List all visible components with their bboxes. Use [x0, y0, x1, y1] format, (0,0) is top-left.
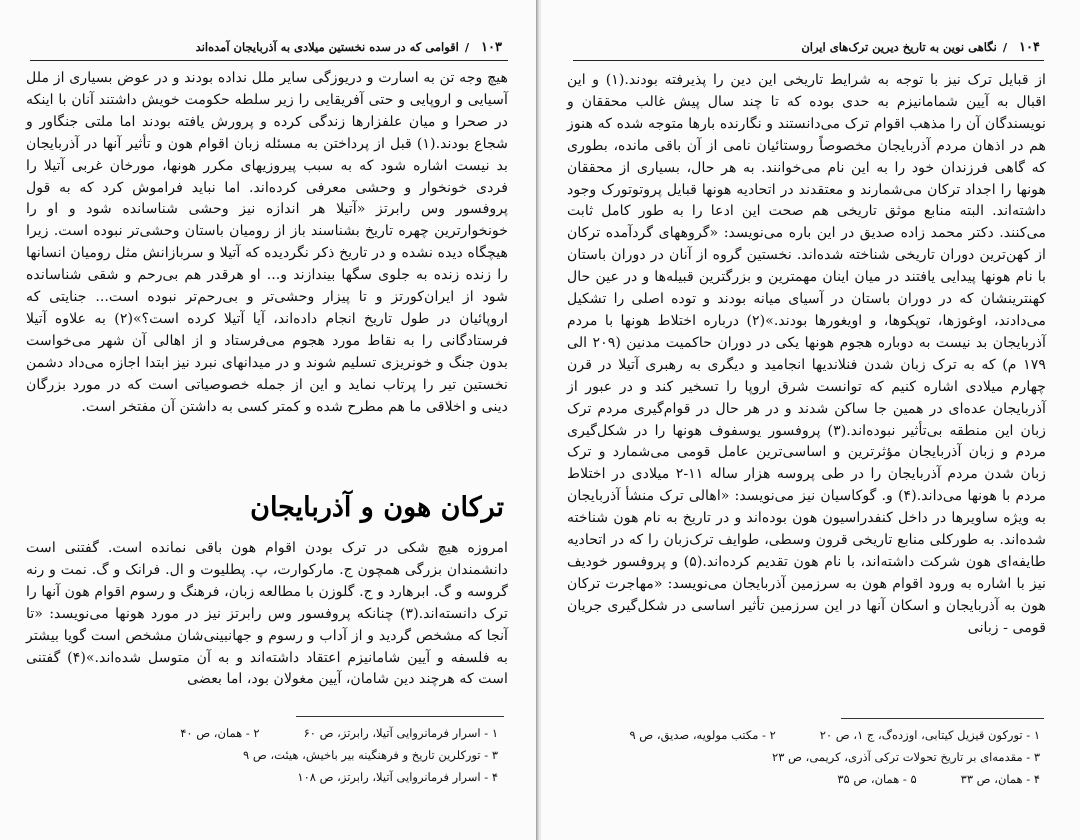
- right-body-text: [567, 70, 1046, 640]
- footnote: ۱ - تورکون قیزیل کیتابی، اوزده‌گ، ج ۱، ص ۲۰: [819, 728, 1040, 742]
- left-footnotes: [30, 722, 498, 788]
- footnote: ۲ - مکتب مولویه، صدیق، ص ۹: [629, 728, 776, 742]
- left-footnote-rule: [296, 716, 504, 717]
- footnote-row: [30, 766, 498, 788]
- left-paragraph-1: هیچ وجه تن به اسارت و دریوزگی سایر ملل نداده بودند و در عوض بسیاری از ملل آسیایی و اروپایی و حتی آفریقایی را زیر سلطه حکومت خویش داشتند آنان با اینکه در صحرا و میان علفزارها زندگی کرده و پرورش یافته بودند اما ملتی جنگاور و شجاع بودند.(۱) قبل از پرداختن به مسئله زبان اقوام هون و تأثیر آنها در آذربایجان بد نیست اشاره شود که به سبب پیروزیهای مکرر هونها، مورخان غربی آتیلا را فردی خونخوار و وحشی معرفی کرده‌اند. اما نباید فراموش کرد که به قول پروفسور وس رابرتز «آتیلا هر اندازه نیز وحشی شناسانده شود و او را خونخوارترین چهره تاریخ بشناسند باز از رومیان باستان وحشی‌تر نبوده است. زیرا هیچگاه دیده نشده و در تاریخ ذکر نگردیده که آتیلا و سربازانش مثل رومیان انسانها را زنده زنده به جلوی سگها بیندازند و... او هرقدر هم بی‌رحم و شقی شناسانده شود از ایران‌کورتز و تا پیزار وحشی‌تر و بی‌رحم‌تر نبوده است... جنایتی که اروپائیان در طول تاریخ انجام داده‌اند، آیا آتیلا کرده است؟»(۲) به علاوه آتیلا فرستادگانی را به نقاط مورد هجوم می‌فرستاد و از اهالی آن شهر می‌خواست بدون جنگ و خونریزی تسلیم شوند و در میدانهای نبرد نیز ابتدا اجازه می‌داد دشمن نخستین تیر را پرتاب نماید و این از جمله خصوصیاتی است که در مورد بزرگان دینی و اخلاقی ما هم مطرح شده و کمتر کسی به داشتن آن مفتخر است.: [26, 70, 508, 415]
- footnote-row: [571, 768, 1040, 790]
- left-running-header: [32, 36, 502, 58]
- footnote: ۳ - مقدمه‌ای بر تاریخ تحولات ترکی آذری، کریمی، ص ۲۳: [772, 750, 1040, 764]
- left-page: [0, 0, 538, 840]
- left-header-separator: /: [464, 40, 470, 54]
- left-paragraph-2: امروزه هیچ شکی در ترک بودن اقوام هون باقی نمانده است. گفتنی است دانشمندان بزرگی همچون ج. مارکوارت، پ. پطلیوت و ال. فرانک و گ. نمت و رنه گروسه و گ. ابرهارد و ج. گلوزن با مطالعه زبان، فرهنگ و رسوم اقوام هون آنها را ترک دانسته‌اند.(۳) چنانکه پروفسور وس رابرتز نیز در مورد هونها می‌نویسد: «تا آنجا که مشخص گردید و از آداب و رسوم و جهانبینی‌شان مشخص است گویا بیشتر به فلسفه و آیین شامانیزم اعتقاد داشته‌اند و به آن متوسل شده‌اند.»(۴) گفتنی است که هرچند دین شامان، آیین مغولان بود، اما بعضی: [26, 540, 508, 688]
- right-page: [541, 0, 1080, 840]
- section-heading: ترکان هون و آذربایجان: [250, 492, 504, 523]
- right-header-separator: /: [1002, 40, 1008, 54]
- footnote: ۳ - تورکلرین تاریخ و فرهنگینه بیر باخیش، هیئت، ص ۹: [243, 748, 498, 762]
- footnote: ۱ - اسرار فرمانروایی آتیلا، رابرتز، ص ۶۰: [303, 726, 498, 740]
- footnote: ۴ - اسرار فرمانروایی آتیلا، رابرتز، ص ۱۰۸: [297, 770, 498, 784]
- right-header-title: نگاهی نوین به تاریخ دیرین ترک‌های ایران: [801, 40, 997, 54]
- right-footnotes: [571, 724, 1040, 790]
- right-header-rule: [573, 60, 1044, 61]
- right-paragraph-1: از قبایل ترک نیز با توجه به شرایط تاریخی این دین را پذیرفته بودند.(۱) و این اقبال به آیین شمامانیزم به حدی بوده که تا چند سال پیش غالب محققان و نویسندگان آن را مذهب اقوام ترک می‌دانستند و نگارنده بارها متوجه شده که هنوز هم در اذهان مردم آذربایجان مخصوصاً روستائیان نامی از آن باقی مانده، بطوری که گاهی فرزندان خود را به این نام می‌خوانند. به هر حال، بسیاری از محققان هونها را اجداد ترکان می‌شمارند و معتقدند در اتحادیه هونها قبایل پروتوتورک وجود داشته‌اند. البته منابع موثق تاریخی هم صحت این ادعا را به طور کامل ثابت می‌کنند. دکتر محمد زاده صدیق در این باره می‌نویسد: «گروههای گردآمده ترکان از کهن‌ترین دوران تاریخی شناخته شده‌اند. نخستین گروه از آنان در دوران باستان با نام هونها پیدایی یافتند در میان اینان مهمترین و بزرگترین قبیله‌ها و در عین حال کهنترینشان که در دوران باستان در آسیای میانه بودند و توده اصلی را تشکیل می‌دادند، اوغوزها، توپکوها، و اویغورها بودند.»(۲) درباره اختلاط هونها با مردم آذربایجان بد نیست به دوباره هجوم هونها یکی در دوران حاکمیت مدنین (۲۰۹ الی ۱۷۹ م) که به ترک زبان شدن فنلاندیها انجامید و دیگری به رهبری آتیلا در قرن چهارم میلادی اشاره کنیم که توانست شرق اروپا را تسخیر کند و در عبور از آذربایجان عده‌ای در همین جا ساکن شدند و در هر حال در قوام‌گیری مردم ترک زبان این منطقه بی‌تأثیر نبوده‌اند.(۳) پروفسور یوسفوف هونها را در شکل‌گیری مردم و زبان آذربایجان مؤثرترین و اساسی‌ترین عامل قومی می‌شمارد و ترک زبان شدن مردم آذربایجان را در طی پروسه هزار ساله ۱۱-۲ میلادی در اختلاط مردم با هونها می‌داند.(۴) و. گوکاسیان نیز می‌نویسد: «اهالی ترک منشأ آذربایجان به ویژه ساویرها در داخل کنفدراسیون هون بوده‌اند و در تاریخ به نام هون شناخته شده‌اند. به طورکلی منابع تاریخی قرون وسطی، طوایف ترک‌زبان را که در اتحادیه طایفه‌ای هون شرکت داشته‌اند، با نام هون تقدیم کرده‌اند.(۵) و پروفسور خودیف نیز با اشاره به ورود اقوام هون به سرزمین آذربایجان می‌نویسد: «مهاجرت ترکان هون به آذربایجان و اسکان آنها در این سرزمین تأثیر اساسی در شکل‌گیری جریان قومی - زبانی: [567, 72, 1047, 636]
- footnote-row: [571, 724, 1040, 746]
- footnote-row: [30, 722, 498, 744]
- footnote: ۴ - همان، ص ۳۳: [960, 772, 1040, 786]
- footnote: ۵ - همان، ص ۳۵: [837, 772, 917, 786]
- left-header-rule: [30, 60, 508, 61]
- right-footnote-rule: [841, 718, 1044, 719]
- left-body-text-1: [26, 68, 508, 419]
- right-running-header: [571, 36, 1040, 58]
- footnote-row: [30, 744, 498, 766]
- footnote: ۲ - همان، ص ۴۰: [180, 726, 260, 740]
- right-page-number: ۱۰۴: [1019, 39, 1040, 55]
- footnote-row: [571, 746, 1040, 768]
- left-body-text-2: [26, 538, 508, 691]
- left-header-title: اقوامی که در سده نخستین میلادی به آذربایجان آمده‌اند: [195, 40, 459, 54]
- left-page-number: ۱۰۳: [481, 39, 502, 55]
